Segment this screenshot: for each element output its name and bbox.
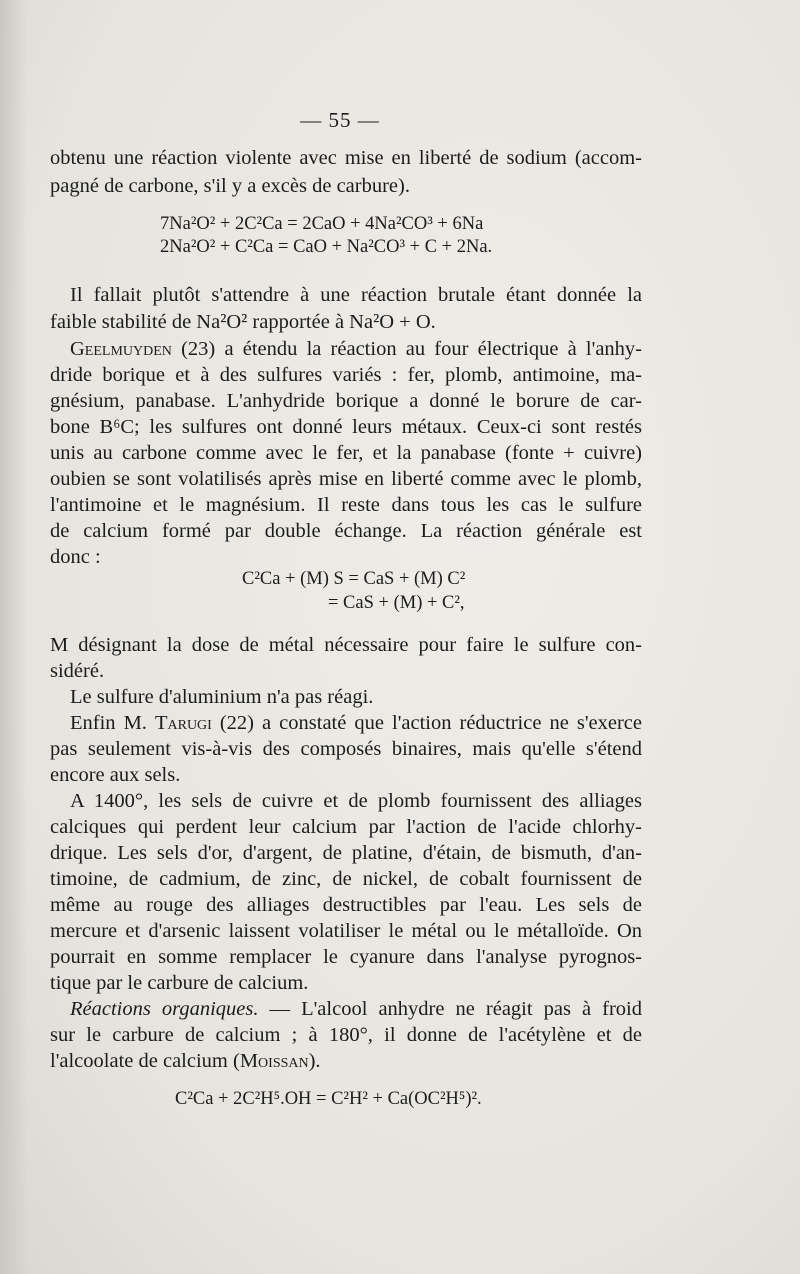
author-name: Moissan	[239, 1050, 309, 1072]
text-span: (23) a étendu la réaction au four électrique à l'anhy-	[171, 338, 642, 360]
text-line: de calcium formé par double échange. La réaction générale est	[50, 520, 642, 542]
text-line: bone B⁶C; les sulfures ont donné leurs métaux. Ceux-ci sont restés	[50, 416, 642, 438]
formula: 2Na²O² + C²Ca = CaO + Na²CO³ + C + 2Na.	[160, 237, 493, 257]
text-span: ).	[308, 1050, 321, 1072]
author-name: Tarugi	[154, 712, 212, 734]
text-line: timoine, de cadmium, de zinc, de nickel, de cobalt fournissent de	[50, 868, 642, 890]
formula: C²Ca + 2C²H⁵.OH = C²H² + Ca(OC²H⁵)².	[175, 1089, 482, 1109]
text-line: pas seulement vis-à-vis des composés binaires, mais qu'elle s'étend	[50, 738, 642, 760]
text-line: obtenu une réaction violente avec mise en liberté de sodium (accom-	[50, 147, 642, 169]
text-line	[50, 710, 642, 736]
page-number: — 55 —	[300, 108, 380, 132]
text-line: calciques qui perdent leur calcium par l'action de l'acide chlorhy-	[50, 816, 642, 838]
text-line: pagné de carbone, s'il y a excès de carbure).	[50, 175, 410, 197]
author-name: Geelmuyden	[70, 338, 172, 360]
text-line	[50, 1048, 642, 1074]
section-heading: Réactions organiques.	[70, 998, 259, 1020]
text-span: Enfin M.	[70, 712, 155, 734]
text-line: Il fallait plutôt s'attendre à une réaction brutale étant donnée la	[70, 284, 642, 306]
text-span: — L'alcool anhydre ne réagit pas à froid	[258, 998, 642, 1020]
text-line: drique. Les sels d'or, d'argent, de platine, d'étain, de bismuth, d'an-	[50, 842, 642, 864]
text-line: encore aux sels.	[50, 764, 181, 786]
text-line: faible stabilité de Na²O² rapportée à Na²O + O.	[50, 311, 436, 333]
text-line: M désignant la dose de métal nécessaire pour faire le sulfure con-	[50, 634, 642, 656]
formula: = CaS + (M) + C²,	[328, 593, 465, 613]
text-line: gnésium, panabase. L'anhydride borique a donné le borure de car-	[50, 390, 642, 412]
text-line: sur le carbure de calcium ; à 180°, il donne de l'acétylène et de	[50, 1024, 642, 1046]
text-line: donc :	[50, 546, 101, 568]
page-gutter-shadow	[0, 0, 28, 1274]
text-line: même au rouge des alliages destructibles par l'eau. Les sels de	[50, 894, 642, 916]
text-line	[50, 996, 642, 1022]
text-line: mercure et d'arsenic laissent volatiliser le métal ou le métalloïde. On	[50, 920, 642, 942]
text-line: unis au carbone comme avec le fer, et la panabase (fonte + cuivre)	[50, 442, 642, 464]
formula: C²Ca + (M) S = CaS + (M) C²	[242, 569, 466, 589]
text-line	[50, 336, 642, 362]
text-line: sidéré.	[50, 660, 105, 682]
text-line: A 1400°, les sels de cuivre et de plomb fournissent des alliages	[70, 790, 642, 812]
formula: 7Na²O² + 2C²Ca = 2CaO + 4Na²CO³ + 6Na	[160, 214, 484, 234]
text-line: oubien se sont volatilisés après mise en liberté comme avec le plomb,	[50, 468, 642, 490]
text-span: l'alcoolate de calcium (	[50, 1050, 240, 1072]
text-line: dride borique et à des sulfures variés : fer, plomb, antimoine, ma-	[50, 364, 642, 386]
text-line: pourrait en somme remplacer le cyanure dans l'analyse pyrognos-	[50, 946, 642, 968]
text-line: Le sulfure d'aluminium n'a pas réagi.	[70, 686, 374, 708]
text-line: tique par le carbure de calcium.	[50, 972, 309, 994]
text-span: (22) a constaté que l'action réductrice ne s'exerce	[211, 712, 642, 734]
text-line: l'antimoine et le magnésium. Il reste dans tous les cas le sulfure	[50, 494, 642, 516]
